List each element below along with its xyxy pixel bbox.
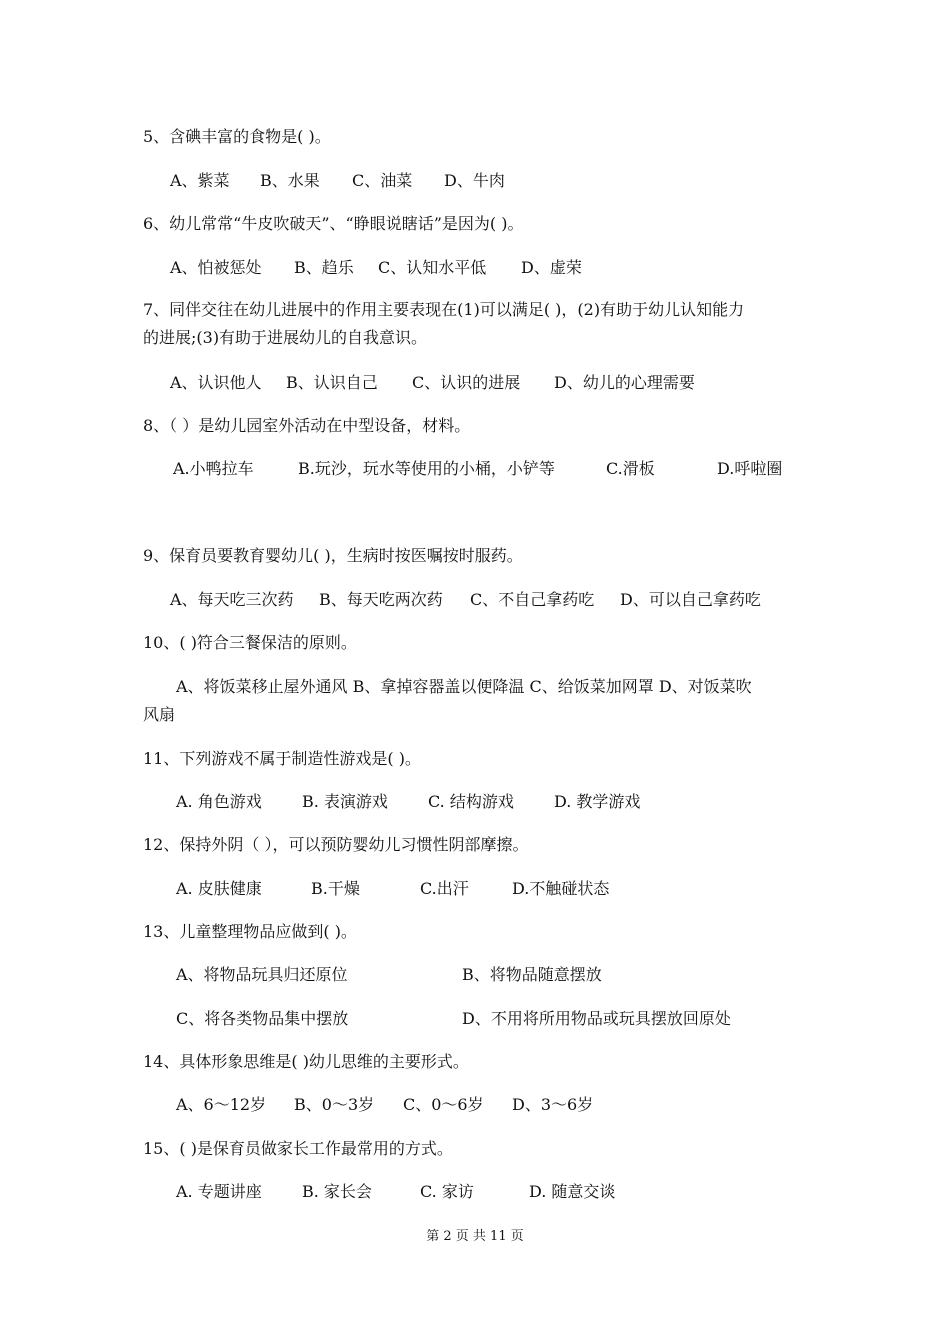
question-13-stem: 13、儿童整理物品应做到( )。	[143, 922, 357, 941]
question-13-option-b: B、将物品随意摆放	[462, 965, 602, 984]
question-7-option-a: A、认识他人	[170, 373, 262, 392]
question-7-stem-line-2: 的进展;(3)有助于进展幼儿的自我意识。	[143, 328, 428, 347]
page-number-footer: 第 2 页 共 11 页	[426, 1229, 524, 1244]
question-8-option-b: B.玩沙，玩水等使用的小桶，小铲等	[298, 459, 555, 478]
question-7-stem-line-1: 7、同伴交往在幼儿进展中的作用主要表现在(1)可以满足( )，(2)有助于幼儿认知能力	[143, 300, 745, 319]
question-10-options-line-1: A、将饭菜移止屋外通风 B、拿掉容器盖以便降温 C、给饭菜加网罩 D、对饭菜吹	[176, 677, 752, 696]
question-15-option-b: B. 家长会	[302, 1182, 372, 1201]
question-12-stem: 12、保持外阴（ ），可以预防婴幼儿习惯性阴部摩擦。	[143, 835, 529, 854]
question-8-option-d: D.呼啦圈	[717, 459, 783, 478]
question-6-option-b: B、趋乐	[294, 258, 354, 277]
question-11-option-c: C. 结构游戏	[428, 792, 514, 811]
question-5-option-a: A、紫菜	[170, 171, 230, 190]
question-15-option-d: D. 随意交谈	[529, 1182, 616, 1201]
question-10-options-line-2: 风扇	[143, 705, 176, 724]
question-12-option-b: B.干燥	[311, 879, 360, 898]
question-15-option-a: A. 专题讲座	[176, 1182, 262, 1201]
question-15-option-c: C. 家访	[420, 1182, 474, 1201]
question-11-option-a: A. 角色游戏	[176, 792, 262, 811]
question-11-stem: 11、下列游戏不属于制造性游戏是( )。	[143, 749, 421, 768]
question-5-stem: 5、含碘丰富的食物是( )。	[143, 127, 331, 146]
question-14-option-d: D、3～6岁	[512, 1095, 594, 1114]
question-5-option-d: D、牛肉	[444, 171, 505, 190]
question-6-option-d: D、虚荣	[521, 258, 582, 277]
question-5-option-b: B、水果	[260, 171, 320, 190]
question-15-stem: 15、( )是保育员做家长工作最常用的方式。	[143, 1139, 453, 1158]
question-13-option-a: A、将物品玩具归还原位	[176, 965, 348, 984]
question-12-option-d: D.不触碰状态	[512, 879, 610, 898]
question-14-option-c: C、0～6岁	[403, 1095, 484, 1114]
question-8-option-a: A.小鸭拉车	[173, 459, 254, 478]
question-14-option-b: B、0～3岁	[294, 1095, 375, 1114]
question-7-option-b: B、认识自己	[286, 373, 378, 392]
question-9-stem: 9、保育员要教育婴幼儿( )，生病时按医嘱按时服药。	[143, 546, 523, 565]
question-7-option-c: C、认识的进展	[412, 373, 521, 392]
question-8-stem: 8、（ ）是幼儿园室外活动在中型设备，材料。	[143, 416, 471, 435]
question-10-stem: 10、( )符合三餐保洁的原则。	[143, 633, 357, 652]
question-14-stem: 14、具体形象思维是( )幼儿思维的主要形式。	[143, 1052, 469, 1071]
question-12-option-a: A. 皮肤健康	[176, 879, 262, 898]
question-6-option-a: A、怕被惩处	[170, 258, 262, 277]
question-11-option-d: D. 教学游戏	[554, 792, 641, 811]
question-14-option-a: A、6～12岁	[176, 1095, 267, 1114]
question-7-option-d: D、幼儿的心理需要	[554, 373, 695, 392]
question-11-option-b: B. 表演游戏	[302, 792, 388, 811]
question-5-option-c: C、油菜	[352, 171, 413, 190]
question-9-option-a: A、每天吃三次药	[170, 590, 294, 609]
question-6-option-c: C、认知水平低	[378, 258, 487, 277]
question-9-option-c: C、不自己拿药吃	[470, 590, 595, 609]
question-6-stem: 6、幼儿常常“牛皮吹破天”、“睁眼说瞎话”是因为( )。	[143, 214, 524, 233]
question-13-option-d: D、不用将所用物品或玩具摆放回原处	[462, 1009, 731, 1028]
question-9-option-d: D、可以自己拿药吃	[620, 590, 761, 609]
question-13-option-c: C、将各类物品集中摆放	[176, 1009, 349, 1028]
question-9-option-b: B、每天吃两次药	[319, 590, 443, 609]
question-12-option-c: C.出汗	[420, 879, 469, 898]
question-8-option-c: C.滑板	[606, 459, 655, 478]
